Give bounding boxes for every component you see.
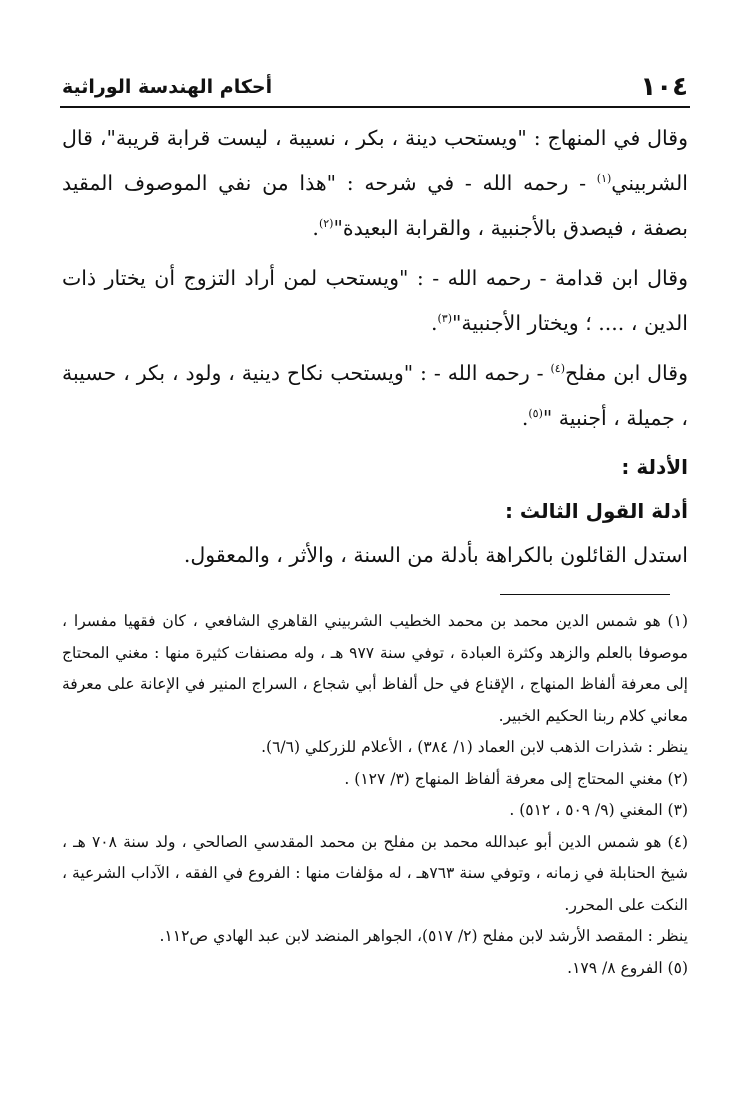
footnote-3: (٣) المغني (٩/ ٥٠٩ ، ٥١٢) .	[509, 801, 688, 819]
running-header	[62, 70, 688, 104]
footnote-ref-5: (٥)	[528, 407, 543, 421]
main-text	[62, 116, 688, 578]
paragraph-text: .	[312, 216, 319, 240]
footnote-1-reference: ينظر : شذرات الذهب لابن العماد (١/ ٣٨٤) ، الأعلام للزركلي (٦/٦).	[261, 738, 688, 756]
paragraph-text: وقال ابن مفلح	[564, 361, 689, 385]
paragraph-text: .	[430, 311, 438, 335]
footnote-5: (٥) الفروع ٨/ ١٧٩.	[567, 958, 688, 977]
paragraph-text: وقال ابن قدامة - رحمه الله - : "ويستحب لمن أراد التزوج أن يختار ذات الدين ، .... ؛ ويختار الأجنبية"	[62, 266, 688, 335]
paragraph-ibn-muflih	[62, 351, 688, 441]
footnote-ref-3: (٣)	[437, 312, 452, 326]
page-number: ١٠٤	[640, 72, 688, 102]
section-heading-evidence: الأدلة :	[621, 455, 688, 479]
paragraph-text: - رحمه الله - في شرحه : "هذا من نفي الموصوف المقيد بصفة ، فيصدق بالأجنبية ، والقرابة البعيدة"	[62, 171, 688, 240]
footnote-2: (٢) مغني المحتاج إلى معرفة ألفاظ المنهاج (٣/ ١٢٧) .	[344, 769, 688, 788]
paragraph-ibn-qudama	[62, 256, 688, 346]
paragraph-minhaj	[62, 116, 688, 251]
paragraph-text: وقال في المنهاج : "ويستحب دينة ، بكر ، نسيبة ، ليست قرابة قريبة"، قال الشربيني	[62, 126, 688, 195]
footnote-separator	[500, 594, 670, 595]
header-rule	[60, 106, 690, 108]
footnote-4-reference: ينظر : المقصد الأرشد لابن مفلح (٢/ ٥١٧)، الجواهر المنضد لابن عبد الهادي ص١١٢.	[159, 927, 688, 945]
footnotes	[62, 606, 688, 984]
footnote-ref-2: (٢)	[318, 217, 334, 231]
paragraph-evidence: استدل القائلون بالكراهة بأدلة من السنة ، والأثر ، والمعقول.	[183, 543, 688, 567]
section-heading-third-opinion: أدلة القول الثالث :	[504, 499, 688, 523]
paragraph-text: .	[521, 406, 529, 430]
footnote-ref-4: (٤)	[550, 362, 565, 376]
book-title: أحكام الهندسة الوراثية	[62, 76, 273, 98]
footnote-ref-1: (١)	[596, 172, 612, 186]
footnote-4: (٤) هو شمس الدين أبو عبدالله محمد بن مفلح بن محمد المقدسي الصالحي ، ولد سنة ٧٠٨ هـ ، شيخ الحنابلة في زمانه ، وتوفي سنة ٧٦٣هـ ، له مؤلفات منها : الفروع في الفقه ، الآداب الشرعية ، النكت على المحرر.	[62, 832, 688, 914]
footnote-1: (١) هو شمس الدين محمد بن محمد الخطيب الشربيني القاهري الشافعي ، كان فقهيا مفسرا ، موصوفا بالعلم والزهد وكثرة العبادة ، توفي سنة ٩٧٧ هـ ، وله مصنفات كثيرة منها : مغني المحتاج إلى معرفة ألفاظ المنهاج ، الإقناع في حل ألفاظ أبي شجاع ، السراج المنير في الإعانة على معرفة معاني كلام ربنا الحكيم الخبير.	[62, 612, 688, 725]
paragraph-text: - رحمه الله - : "ويستحب نكاح دينية ، ولود ، بكر ، حسيبة ، جميلة ، أجنبية "	[62, 361, 688, 430]
